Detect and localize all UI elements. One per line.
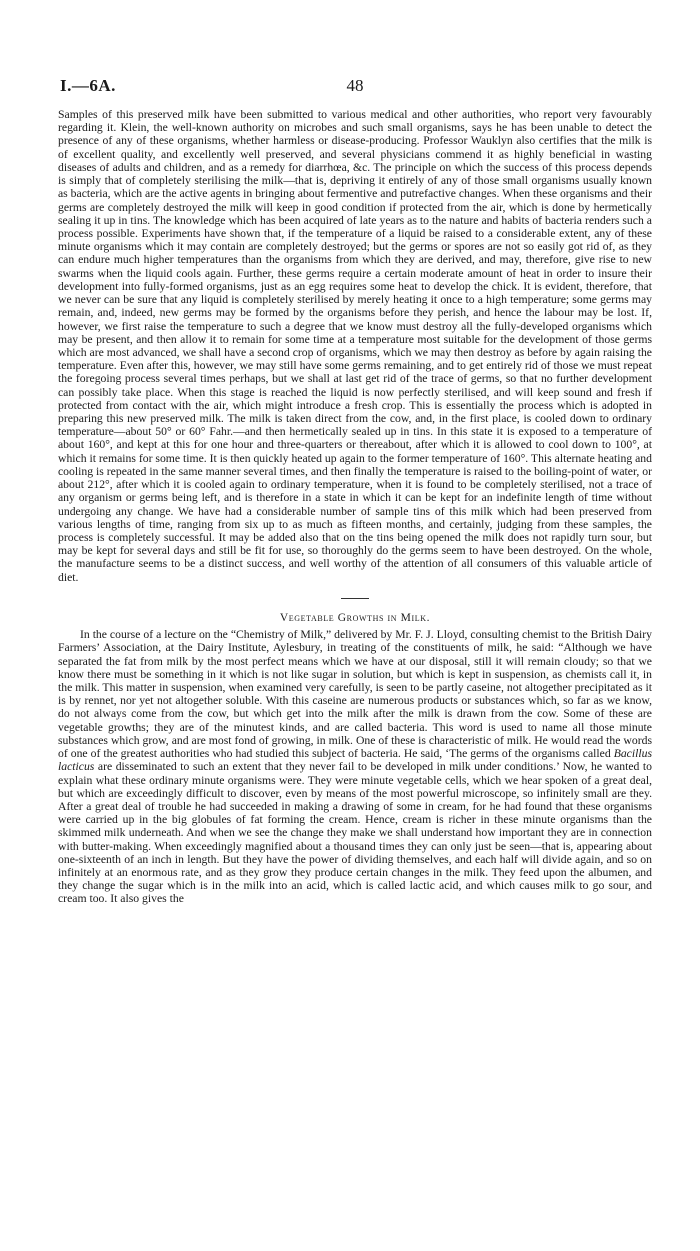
page-header — [60, 76, 650, 100]
paragraph-text-part: are disseminated to such an extent that they never fail to be developed in milk under conditions.’ Now, he wanted to explain what these ordinary minute organisms were. They were minute vegetable cells, which we hear spoken of a great deal, but which are exceedingly difficult to discover, even by means of the most powerful microscope, so infinitely small are they. After a great deal of trouble he had succeeded in making a drawing of some in cream, for he had found that these organisms were carried up in the big globules of fat forming the cream. Hence, cream is richer in these minute organisms than the skimmed milk underneath. And when we see the change they make we shall understand how important they are in connection with butter-making. When exceedingly magnified about a thousand times they can only just be seen—that is, appearing about one-sixteenth of an inch in length. But they have the power of dividing themselves, and each half will divide again, and so on infinitely at an enormous rate, and as they grow they produce certain changes in the milk. They feed upon the albumen, and they change the sugar which is in the milk into an acid, which is called lactic acid, and which causes milk to go sour, and cream too. It also gives the — [58, 760, 652, 906]
document-reference: I.—6A. — [60, 76, 116, 95]
section-heading: Vegetable Growths in Milk. — [279, 611, 431, 624]
paragraph-text-part: In the course of a lecture on the “Chemistry of Milk,” delivered by Mr. F. J. Lloyd, consulting chemist to the British Dairy Farmers’ Association, at the Dairy Institute, Aylesbury, in treating of the constituents of milk, he said: “Although we have separated the fat from milk by the most perfect means which we have at our disposal, still it will remain cloudy; so that we know there must be something in it which is not like sugar in solution, but which is kept in suspension, as chemists call it, in the milk. This matter in suspension, when examined very carefully, is seen to be partly caseine, not altogether precipitated as it is by rennet, nor yet not altogether soluble. With this caseine are numerous products or substances which, so far as we know, do not always come from the cow, but which get into the milk after the milk is drawn from the cow. Some of these are vegetable growths; they are of the minutest kinds, and are called bacteria. This word is used to name all those minute substances which grow, and are most fond of growing, in milk. One of these is characteristic of milk. He would read the words of one of the greatest authorities who had studied this subject of bacteria. He said, ‘The germs of the organisms called — [58, 628, 652, 761]
paragraph-preserved-milk: Samples of this preserved milk have been submitted to various medical and other authorities, who report very favourably regarding it. Klein, the well-known authority on microbes and such small organisms, says he has been unable to detect the presence of any of these organisms, whether harmless or disease-producing. Professor Wauklyn also certifies that the milk is of excellent quality, and excellently well preserved, and several physicians commend it as highly beneficial in wasting diseases of adults and children, and as a remedy for diarrhœa, &c. The principle on which the success of this process depends is simply that of completely sterilising the milk—that is, depriving it entirely of any of those small organisms usually known as bacteria, which are the active agents in bringing about fermentive and putrefactive changes. When these organisms and their germs are completely destroyed the milk will keep in good condition if protected from the air, which is done by hermetically sealing it up in tins. The knowledge which has been acquired of late years as to the nature and habits of bacteria renders such a process possible. Experiments have shown that, if the temperature of a liquid be raised to a considerable extent, any of these minute organisms which it may contain are completely destroyed; but the germs or spores are not so easily got rid of, as they can endure much higher temperatures than the organisms from which they are derived, and may, therefore, give rise to new swarms when the liquid cools again. Further, these germs require a certain moderate amount of heat in order to insure their development into fully-formed organisms, just as an egg requires some heat to develop the chick. It is evident, therefore, that we never can be sure that any liquid is completely sterilised by merely heating it once to a high temperature; some germs may remain, and, indeed, new germs may be formed by the organisms before they perish, and hence the labour may be lost. If, however, we first raise the temperature to such a degree that we know must destroy all the fully-developed organisms which may be present, and then allow it to remain for some time at a temperature most suitable for the development of those germs which are most advanced, we shall have a second crop of organisms, which we may then destroy as before by again raising the temperature. Even after this, however, we may still have some germs remaining, and to get entirely rid of those we must repeat the foregoing process several times perhaps, but we shall at last get rid of the trace of germs, so that no further development can possibly take place. When this stage is reached the liquid is now perfectly sterilised, and will keep sound and fresh if protected from contact with the air, which might introduce a fresh crop. This is essentially the process which is adopted in preparing this new preserved milk. The milk is taken direct from the cow, and, in the first place, is cooled down to ordinary temperature—about 50° or 60° Fahr.—and then hermetically sealed up in tins. In this state it is exposed to a temperature of about 160°, and kept at this for one hour and three-quarters or thereabout, after which it is allowed to cool down to 100°, at which it remains for some time. It is then quickly heated up again to the former temperature of 160°. This alternate heating and cooling is repeated in the same manner several times, and then finally the temperature is raised to the boiling-point of water, or about 212°, after which it is cooled again to ordinary temperature, when it is found to be completely sterilised, not a trace of any organism or germs being left, and is therefore in a state in which it can be kept for an indefinite length of time without undergoing any change. We have had a considerable number of sample tins of this milk which had been preserved from various lengths of time, ranging from six up to as much as fifteen months, and certainly, judging from these samples, the process is completely successful. It may be added also that on the tins being opened the milk does not rapidly turn sour, but may be kept for several days and still be fit for use, so thoroughly do the germs seem to have been destroyed. On the whole, the manufacture seems to be a distinct success, and well worthy of the attention of all consumers of this valuable article of diet. — [58, 108, 652, 584]
species-name: Bacillus lacticus — [58, 747, 652, 774]
body-text — [58, 108, 652, 906]
paragraph-vegetable-growths — [58, 628, 652, 906]
page-number: 48 — [346, 76, 364, 95]
section-divider — [341, 598, 369, 599]
